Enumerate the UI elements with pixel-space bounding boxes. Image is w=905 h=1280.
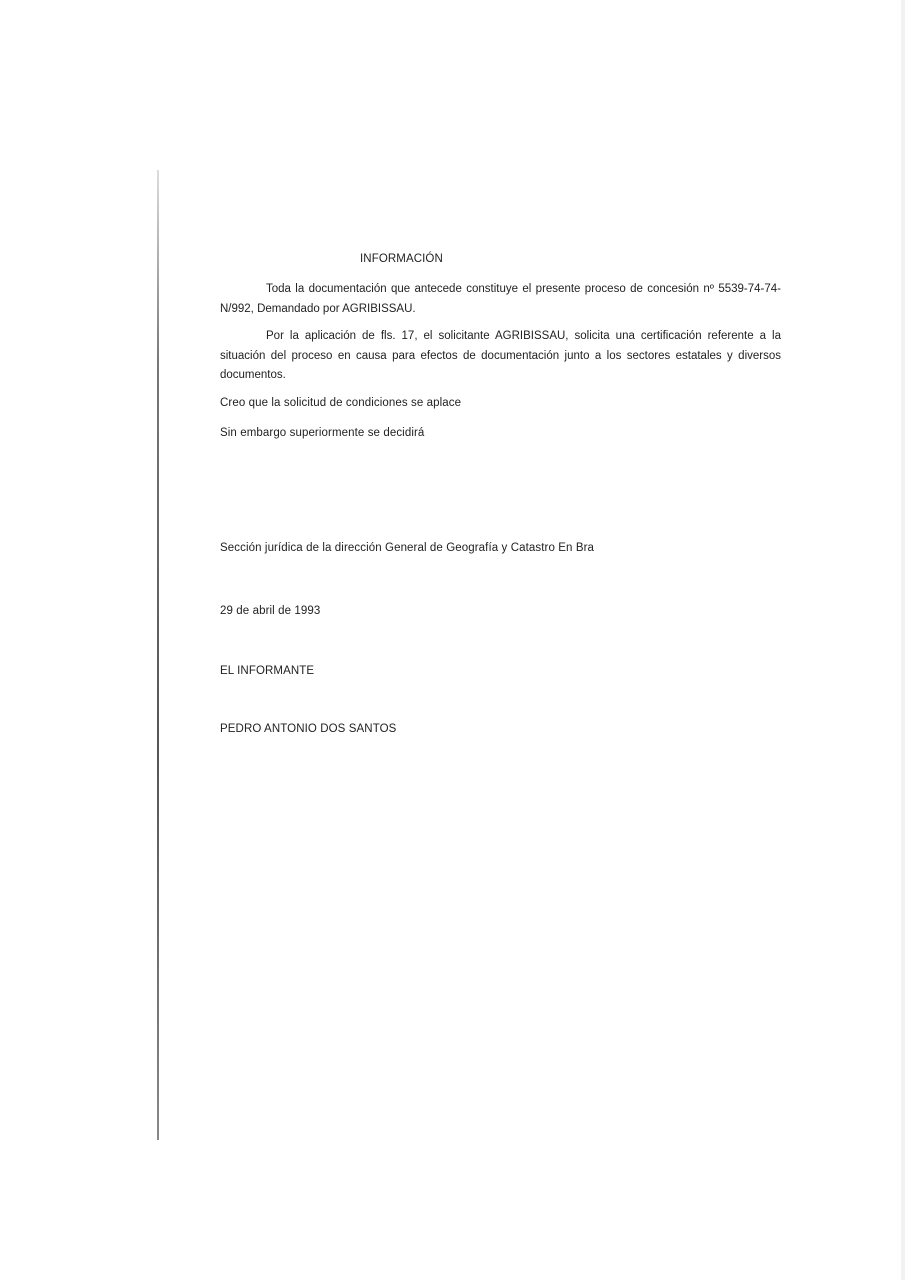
signer-name: PEDRO ANTONIO DOS SANTOS xyxy=(220,723,397,735)
section-line: Sección jurídica de la dirección General de Geografía y Catastro En Bra xyxy=(220,542,595,554)
opinion-line: Creo que la solicitud de condiciones se aplace xyxy=(220,397,462,409)
document-date: 29 de abril de 1993 xyxy=(220,605,321,617)
document-title: INFORMACIÓN xyxy=(360,253,443,265)
scan-margin-line xyxy=(157,170,159,1140)
decision-line: Sin embargo superiormente se decidirá xyxy=(220,427,425,439)
signer-role: EL INFORMANTE xyxy=(220,665,315,677)
paragraph-2: Por la aplicación de fls. 17, el solicitante AGRIBISSAU, solicita una certificación referente a la situación del proceso en causa para efectos de documentación junto a los sectores estatales y diversos documentos. xyxy=(220,330,781,381)
scan-page-edge xyxy=(901,0,905,1280)
paragraph-1: Toda la documentación que antecede constituye el presente proceso de concesión nº 5539-74-74-N/992, Demandado por AGRIBISSAU. xyxy=(220,283,781,315)
